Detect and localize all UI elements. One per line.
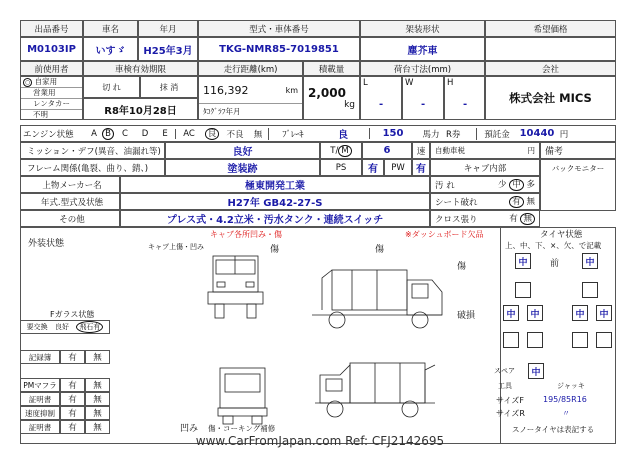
fglass-options: [20, 320, 110, 334]
doc-record-label: 記録簿: [20, 350, 60, 364]
note-scratch-3: 傷: [457, 262, 467, 272]
sizeR-value: 〃: [562, 409, 570, 418]
brake-label: ﾌﾞﾚｰｷ: [268, 128, 317, 140]
dims-label: 荷台寸法(mm): [360, 61, 485, 76]
seat-no: 無: [526, 197, 535, 207]
selected-mark: ○: [25, 78, 31, 86]
load-value: 2,000: [308, 86, 346, 100]
ac-label: AC: [175, 129, 202, 139]
price-label: 希望価格: [485, 20, 616, 37]
spare-label: スペア: [494, 367, 515, 375]
dim-l: [360, 76, 402, 120]
snow-note: スノータイヤは表記する: [512, 425, 595, 434]
fglass-chip: 飛石有: [76, 321, 103, 333]
doc-cert1-no: 無: [85, 392, 110, 406]
tire-rear-3: 中: [572, 305, 588, 321]
cab-note: バックモニター: [540, 159, 616, 211]
dim-w: [402, 76, 444, 120]
cab-dirt-label: 汚 れ: [435, 180, 455, 191]
tacho-label: ﾀｺｸﾞﾗﾌ年月: [203, 107, 241, 117]
lot-label: 出品番号: [20, 20, 83, 37]
pw-value: 有: [412, 159, 430, 176]
mileage-label: 走行距離(km): [198, 61, 303, 76]
tool-label: 工具: [498, 382, 512, 390]
mission-label: ミッション・デフ(異音、油漏れ等): [20, 142, 165, 159]
user-options: [20, 76, 83, 120]
tire-extra-4: [596, 332, 612, 348]
year: H25年3月: [138, 37, 198, 61]
body-other-label: その他: [20, 210, 120, 227]
cloth-yes: 有: [509, 214, 518, 224]
auto-tax-label: 自動車税: [435, 146, 465, 155]
cab-cloth-label: クロス張り: [435, 214, 478, 225]
doc-cert2-yes: 有: [60, 420, 85, 434]
body-type: 塵芥車: [360, 37, 485, 61]
remarks-label: 備考: [540, 142, 616, 159]
note-dent: 凹み: [180, 424, 199, 434]
dim-l-key: L: [363, 78, 368, 88]
ac-good: 良: [205, 128, 220, 140]
mission-value: 良好: [165, 142, 320, 159]
dirt-high: 多: [526, 180, 535, 190]
user-label: 前使用者: [20, 61, 83, 76]
truck-rear-diagram: [215, 362, 270, 427]
engine-row: [20, 125, 616, 142]
doc-record-yes: 有: [60, 350, 85, 364]
auction-sheet: [20, 20, 616, 444]
tire-rear-1: 中: [503, 305, 519, 321]
engine-grade-b: B: [102, 128, 114, 140]
tire-rear-outer-right-top: [582, 282, 598, 298]
dim-w-key: W: [405, 78, 414, 88]
doc-pm-yes: 有: [60, 378, 85, 392]
mileage-cell: [198, 76, 303, 120]
tire-spare: 中: [528, 363, 544, 379]
deposit-label: 預託金: [476, 128, 517, 140]
company-name: 株式会社 MICS: [485, 76, 616, 120]
cab-seat: [430, 193, 540, 210]
engine-grade-a: A: [91, 128, 97, 139]
engine-grade-d: D: [141, 128, 149, 139]
pw-label: PW: [384, 159, 412, 176]
tire-extra-3: [572, 332, 588, 348]
ps-value: 有: [362, 159, 384, 176]
dim-l-value: -: [379, 99, 384, 110]
body-year-value: H27年 GB42-27-S: [120, 193, 430, 210]
gears: 6: [362, 142, 412, 159]
tire-rear-outer-left-top: [515, 282, 531, 298]
user-rental: レンタカー: [21, 99, 82, 110]
dim-h-value: -: [463, 99, 468, 110]
kg-unit: kg: [344, 100, 355, 110]
user-unknown: 不明: [33, 109, 48, 119]
engine-label: エンジン状態: [23, 129, 74, 140]
doc-record-no: 無: [85, 350, 110, 364]
maker-label: 車名: [83, 20, 138, 37]
note-caulking: 傷・コーキング補修: [208, 424, 276, 433]
hp-value: 150: [369, 128, 416, 139]
jack-label: ジャッキ: [557, 382, 585, 390]
cab-dirt: [430, 176, 540, 193]
doc-cert2-no: 無: [85, 420, 110, 434]
sizeR-label: サイズR: [496, 409, 525, 418]
fglass-label: Fガラス状態: [50, 310, 95, 319]
frame-value: 塗装跡: [165, 159, 320, 176]
truck-front-diagram: [203, 252, 268, 322]
ac-bad: 不良: [226, 129, 244, 140]
year-label: 年月: [138, 20, 198, 37]
deposit-yen: 円: [559, 129, 569, 140]
cab-label: キャブ内部: [430, 159, 540, 176]
truck-side-diagram-top: [292, 260, 452, 335]
engine-grade-c: C: [122, 128, 128, 139]
dim-h: [444, 76, 485, 120]
sizeF-label: サイズF: [496, 396, 524, 405]
doc-speed-yes: 有: [60, 406, 85, 420]
doc-speed-label: 速度抑制: [20, 406, 60, 420]
body-year-label: 年式.型式及状態: [20, 193, 120, 210]
note-damage: 破損: [457, 311, 476, 321]
seat-yes: 有: [509, 196, 524, 208]
tire-front-right: 中: [582, 253, 598, 269]
inspect-date: R8年10月28日: [83, 98, 198, 120]
exterior-label: 外装状態: [28, 239, 65, 249]
tire-front-label: 前: [550, 259, 560, 269]
company-label: 会社: [485, 61, 616, 76]
inspect-cancelled: 抹 消: [140, 76, 198, 98]
maker: いすゞ: [83, 37, 138, 61]
price: [485, 37, 616, 61]
truck-side-diagram-bottom: [310, 355, 450, 425]
cab-cloth: [430, 210, 540, 227]
body-maker-value: 極東開発工業: [120, 176, 430, 193]
tm-m: M: [338, 145, 351, 157]
dim-w-value: -: [421, 99, 426, 110]
cab-seat-label: シート破れ: [435, 197, 478, 208]
dirt-mid: 中: [509, 179, 524, 191]
body-maker-label: 上物メーカー名: [20, 176, 120, 193]
note-cab-top: キャブ上傷・凹み: [148, 243, 204, 251]
doc-cert1-yes: 有: [60, 392, 85, 406]
tm-t: T: [330, 145, 336, 156]
auto-tax-cell: [430, 142, 540, 159]
brake-value: 良: [338, 130, 348, 141]
doc-cert2-label: 証明書: [20, 420, 60, 434]
note-scratch-2: 傷: [375, 245, 385, 255]
cloth-no: 無: [520, 213, 535, 225]
body-other-value: プレス式・4.2立米・汚水タンク・連続スイッチ: [120, 210, 430, 227]
tire-front-left: 中: [515, 253, 531, 269]
ps-label: PS: [320, 159, 362, 176]
tire-title: タイヤ状態: [540, 230, 583, 240]
watermark: www.CarFromJapan.com Ref: CFJ2142695: [195, 434, 445, 448]
tire-rear-4: 中: [596, 305, 612, 321]
tire-legend: 上、中、下、×、欠、で記載: [505, 241, 602, 250]
gears-unit: 速: [412, 142, 430, 159]
tm-cell: T / M: [320, 142, 362, 159]
lot-number: M0103IP: [20, 37, 83, 61]
fglass-good: 良好: [54, 323, 69, 331]
dirt-low: 少: [498, 180, 507, 190]
doc-pm-label: PMマフラ: [20, 378, 60, 392]
doc-cert1-label: 証明書: [20, 392, 60, 406]
inspect-expired: 切 れ: [83, 76, 140, 98]
auto-tax-yen: 円: [527, 146, 535, 155]
load-label: 積載量: [303, 61, 360, 76]
deposit-value: 10440: [519, 128, 555, 139]
body-label: 架装形状: [360, 20, 485, 37]
tire-extra-1: [503, 332, 519, 348]
tire-extra-2: [527, 332, 543, 348]
frame-label: フレーム関係(亀裂、曲り、錆、): [20, 159, 165, 176]
doc-speed-no: 無: [85, 406, 110, 420]
engine-grade-e: E: [162, 128, 168, 139]
load-cell: [303, 76, 360, 120]
user-commercial: 営業用: [21, 88, 82, 99]
note-scratch-1: 傷: [270, 245, 280, 255]
model: TKG-NMR85-7019851: [198, 37, 360, 61]
mileage-value: 116,392: [203, 83, 249, 97]
doc-pm-no: 無: [85, 378, 110, 392]
model-label: 型式・車体番号: [198, 20, 360, 37]
tire-rear-2: 中: [527, 305, 543, 321]
hp-label: 馬力: [422, 129, 440, 140]
r-ticket-label: R券: [446, 129, 461, 140]
sizeF-value: 195/85R16: [543, 395, 587, 404]
dim-h-key: H: [447, 78, 454, 88]
fglass-replace: 要交換: [26, 323, 48, 331]
inspection-label: 車検有効期限: [83, 61, 198, 76]
user-private: 自家用: [34, 76, 58, 86]
km-unit: km: [285, 85, 298, 95]
ac-none: 無: [253, 129, 263, 140]
red-note-cab: キャブ各所凹み・傷: [210, 230, 282, 239]
red-note-dash: ※ダッシュボード欠品: [405, 230, 484, 239]
